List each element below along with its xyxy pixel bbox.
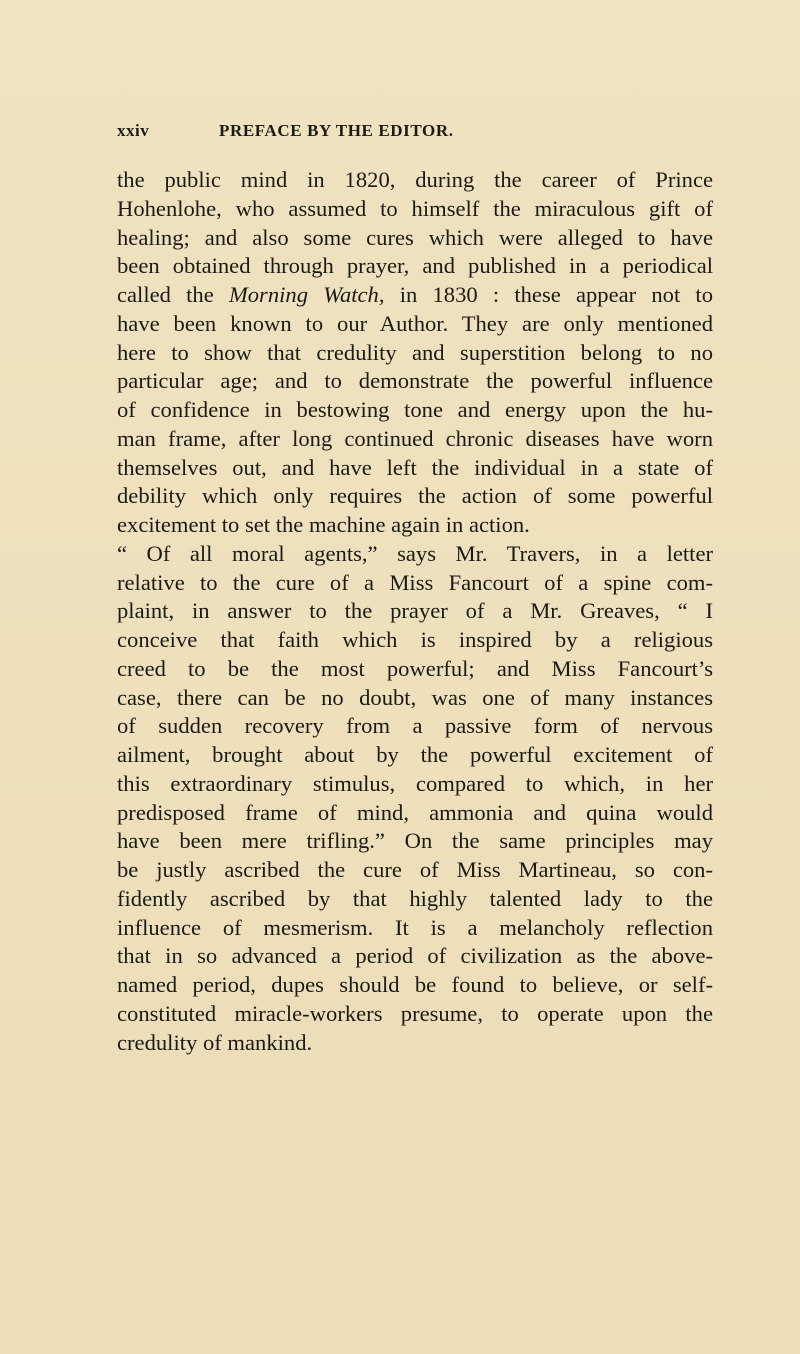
text-line: the public mind in 1820, during the career of Prince bbox=[117, 167, 713, 192]
text-segment: in 1830 : these appear not to bbox=[384, 282, 713, 307]
text-line: creed to be the most powerful; and Miss Fancourt’s bbox=[117, 655, 713, 681]
page-number: xxiv bbox=[117, 121, 150, 140]
text-line: influence of mesmerism. It is a melancholy reflection bbox=[117, 914, 713, 940]
text-segment: called the bbox=[117, 282, 229, 307]
text-line: been obtained through prayer, and published in a periodical bbox=[117, 253, 713, 279]
text-line: have been mere trifling.” On the same principles may bbox=[117, 828, 713, 854]
text-line: named period, dupes should be found to believe, or self- bbox=[117, 972, 713, 997]
text-line: constituted miracle-workers presume, to operate upon the bbox=[117, 1000, 713, 1026]
text-line: case, there can be no doubt, was one of many instances bbox=[117, 684, 713, 710]
text-line bbox=[117, 281, 713, 310]
text-line: particular age; and to demonstrate the powerful influence bbox=[117, 368, 713, 394]
text-line: credulity of mankind. bbox=[117, 1029, 313, 1055]
text-line: themselves out, and have left the individual in a state of bbox=[117, 454, 713, 480]
text-line: here to show that credulity and superstition belong to no bbox=[117, 339, 713, 365]
text-line: plaint, in answer to the prayer of a Mr. Greaves, “ I bbox=[117, 598, 713, 624]
text-line: this extraordinary stimulus, compared to which, in her bbox=[117, 770, 713, 796]
text-line: debility which only requires the action of some powerful bbox=[117, 483, 713, 509]
text-line: ailment, brought about by the powerful excitement of bbox=[117, 742, 713, 767]
text-line: be justly ascribed the cure of Miss Martineau, so con- bbox=[117, 857, 713, 882]
running-title: PREFACE BY THE EDITOR. bbox=[219, 121, 454, 140]
text-line: have been known to our Author. They are only mentioned bbox=[117, 310, 713, 336]
text-line: relative to the cure of a Miss Fancourt of a spine com- bbox=[117, 569, 713, 595]
italic-title: Morning Watch, bbox=[228, 282, 385, 307]
body-text bbox=[117, 166, 713, 1057]
text-line: “ Of all moral agents,” says Mr. Travers, in a letter bbox=[117, 540, 713, 566]
text-line: predisposed frame of mind, ammonia and quina would bbox=[117, 799, 713, 825]
running-head bbox=[117, 121, 717, 145]
text-line: of sudden recovery from a passive form of nervous bbox=[117, 713, 713, 739]
text-line: excitement to set the machine again in action. bbox=[117, 512, 530, 537]
text-line: of confidence in bestowing tone and energy upon the hu- bbox=[117, 397, 713, 422]
text-line: Hohenlohe, who assumed to himself the miraculous gift of bbox=[117, 195, 713, 221]
text-line: man frame, after long continued chronic diseases have worn bbox=[117, 425, 713, 451]
text-line: conceive that faith which is inspired by a religious bbox=[117, 627, 713, 652]
text-line: healing; and also some cures which were alleged to have bbox=[117, 224, 713, 250]
text-line: that in so advanced a period of civilization as the above- bbox=[117, 943, 713, 969]
text-line: fidently ascribed by that highly talented lady to the bbox=[117, 885, 713, 911]
